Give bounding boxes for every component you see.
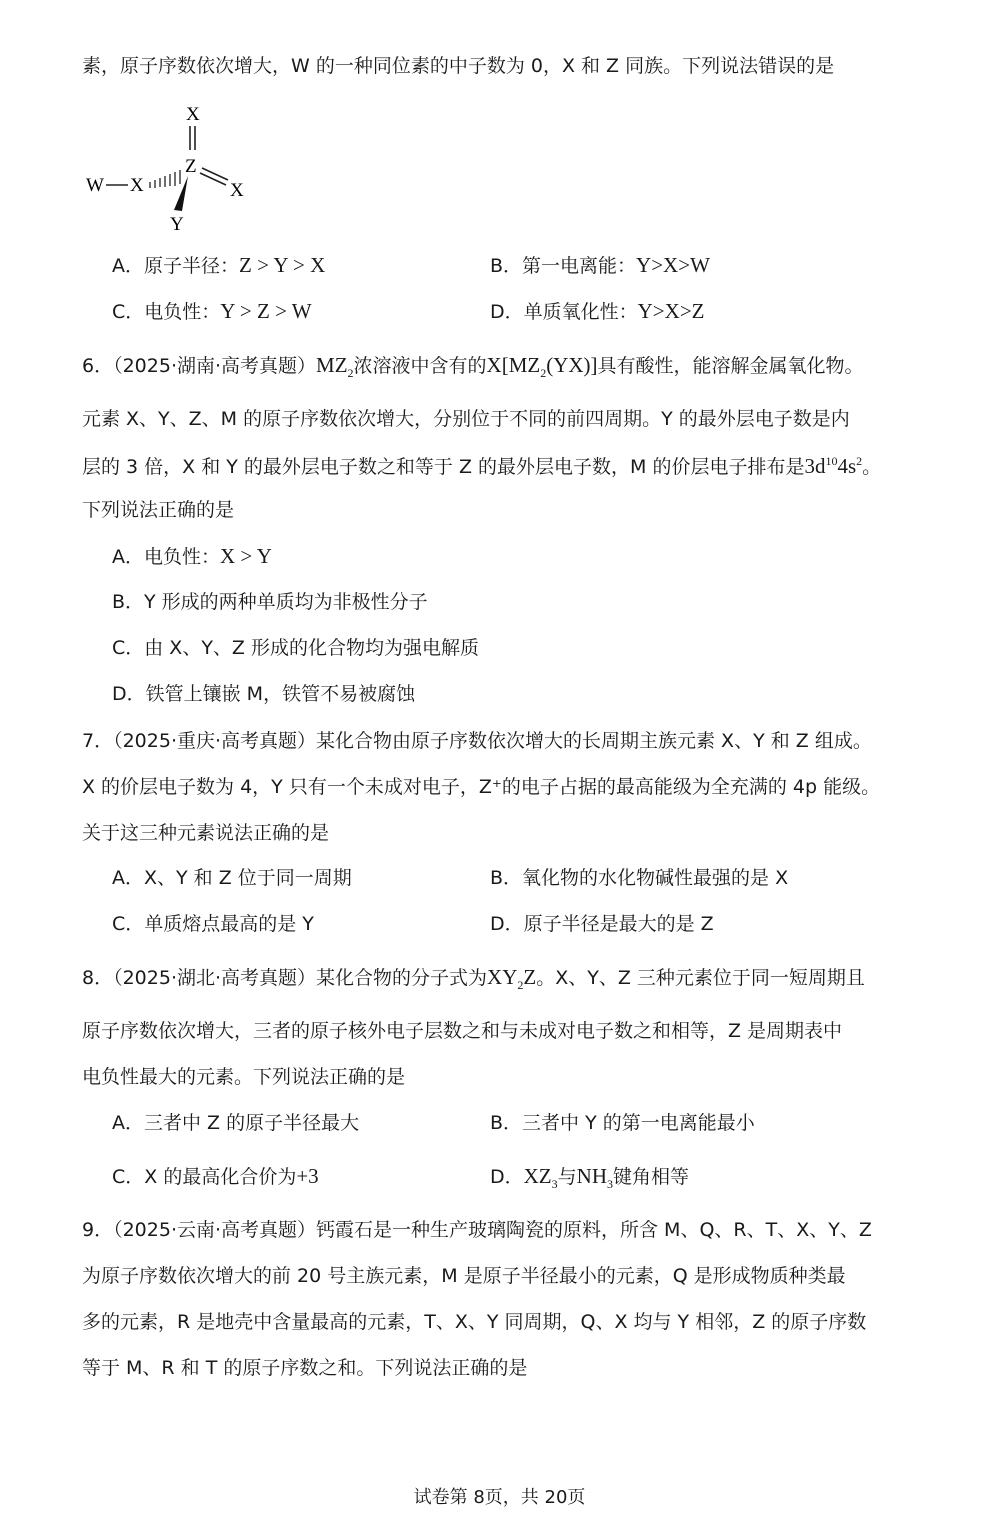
- q7-line-3: 关于这三种元素说法正确的是: [82, 822, 330, 844]
- struct-z: Z: [185, 156, 197, 177]
- q9-line-3: 多的元素，R 是地壳中含量最高的元素，T、X、Y 同周期，Q、X 均与 Y 相邻，Z 的原子序数: [82, 1311, 867, 1333]
- q5-option-a[interactable]: A．原子半径：Z > Y > X: [112, 253, 326, 277]
- q9-line-1: 9．（2025·云南·高考真题）钙霞石是一种生产玻璃陶瓷的原料，所含 M、Q、R、T、X、Y、Z: [82, 1219, 872, 1241]
- q9-line-4: 等于 M、R 和 T 的原子序数之和。下列说法正确的是: [82, 1357, 528, 1379]
- q8-option-b[interactable]: B．三者中 Y 的第一电离能最小: [490, 1112, 755, 1134]
- q6-option-b[interactable]: B．Y 形成的两种单质均为非极性分子: [112, 591, 428, 613]
- q5-option-d[interactable]: D．单质氧化性：Y>X>Z: [490, 299, 705, 323]
- q7-option-c[interactable]: C．单质熔点最高的是 Y: [112, 913, 314, 935]
- struct-x-left: X: [130, 175, 144, 196]
- q5-option-b[interactable]: B．第一电离能：Y>X>W: [490, 253, 710, 277]
- q8-option-c[interactable]: C．X 的最高化合价为+3: [112, 1164, 319, 1188]
- q5-structure-diagram: [82, 100, 282, 235]
- q6-option-d[interactable]: D．铁管上镶嵌 M，铁管不易被腐蚀: [112, 683, 416, 705]
- q8-option-a[interactable]: A．三者中 Z 的原子半径最大: [112, 1112, 360, 1134]
- q9-line-2: 为原子序数依次增大的前 20 号主族元素，M 是原子半径最小的元素，Q 是形成物质种类最: [82, 1265, 846, 1287]
- struct-x-top: X: [186, 104, 200, 125]
- q7-option-d[interactable]: D．原子半径是最大的是 Z: [490, 913, 714, 935]
- q8-line-1: 8．（2025·湖北·高考真题）某化合物的分子式为$XY_2Z$。X、Y、Z 三种元素位于同一短周期且: [82, 965, 865, 993]
- q6-line-1: 6．（2025·湖南·高考真题）$MZ_2$浓溶液中含有的$X[MZ_2(YX)]$具有酸性，能溶解金属氧化物。: [82, 353, 864, 381]
- q7-option-b[interactable]: B．氧化物的水化物碱性最强的是 X: [490, 867, 789, 889]
- struct-x-right: X: [230, 180, 244, 201]
- q6-option-c[interactable]: C．由 X、Y、Z 形成的化合物均为强电解质: [112, 637, 479, 659]
- q5-stem-tail: 素，原子序数依次增大，W 的一种同位素的中子数为 0，X 和 Z 同族。下列说法错误的是: [82, 55, 835, 77]
- q5-option-c[interactable]: C．电负性：Y > Z > W: [112, 299, 312, 323]
- q6-option-a[interactable]: A．电负性：X > Y: [112, 544, 272, 568]
- struct-y: Y: [170, 214, 184, 235]
- q8-line-2: 原子序数依次增大，三者的原子核外电子层数之和与未成对电子数之和相等，Z 是周期表中: [82, 1020, 843, 1042]
- q8-line-3: 电负性最大的元素。下列说法正确的是: [82, 1066, 406, 1088]
- q6-line-4: 下列说法正确的是: [82, 499, 235, 521]
- q7-line-2: X 的价层电子数为 4，Y 只有一个未成对电子，Z⁺的电子占据的最高能级为全充满的 4p 能级。: [82, 776, 881, 798]
- q6-line-3: 层的 3 倍，X 和 Y 的最外层电子数之和等于 Z 的最外层电子数，M 的价层电子排布是$3d^{10}4s^2$。: [82, 454, 882, 478]
- struct-w: W: [86, 175, 104, 196]
- page-footer: 试卷第 8页，共 20页: [413, 1487, 586, 1508]
- q7-line-1: 7．（2025·重庆·高考真题）某化合物由原子序数依次增大的长周期主族元素 X、Y 和 Z 组成。: [82, 730, 872, 752]
- q8-option-d[interactable]: D．$XZ_3$与$NH_3$键角相等: [490, 1164, 690, 1192]
- q6-line-2: 元素 X、Y、Z、M 的原子序数依次增大，分别位于不同的前四周期。Y 的最外层电子数是内: [82, 408, 850, 430]
- q7-option-a[interactable]: A．X、Y 和 Z 位于同一周期: [112, 867, 352, 889]
